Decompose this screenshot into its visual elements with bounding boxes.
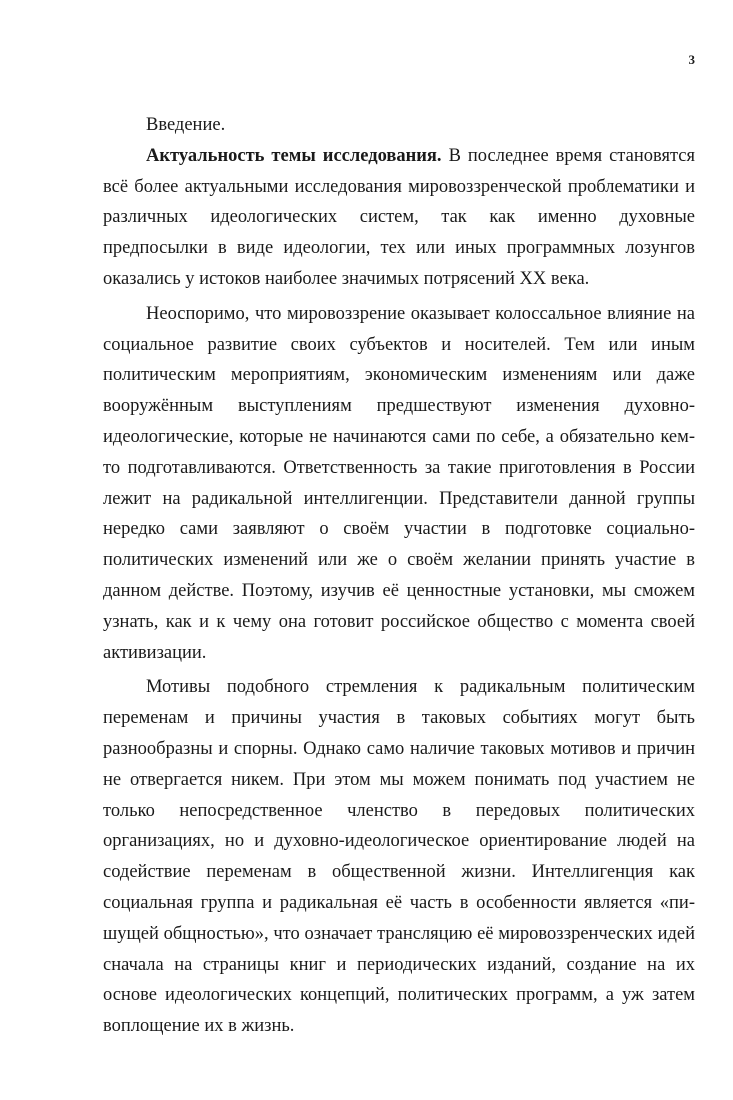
section-heading: Введение.	[146, 115, 226, 135]
document-body	[103, 110, 695, 1042]
paragraph-worldview: Неоспоримо, что мировоззрение оказывает колоссальное влияние на социальное развитие своих субъектов и носителей. Тем или иным политическим мероприятиям, экономическим изменениям или даже вооружённым выступлениям предшествуют изменения духовно-идеологические, которые не начинаются сами по себе, а обязательно кем-то подготавливаются. Ответственность за такие приготовления в России лежит на радикальной интеллигенции. Представители данной группы нередко сами заявляют о своём участии в подготовке социально-политических изменений или же о своём желании принять участие в данном действе. Поэтому, изучив её ценностные установки, мы сможем узнать, как и к чему она готовит российское общество с момента своей активизации.	[103, 303, 695, 663]
paragraph-motives: Мотивы подобного стремления к радикальным политическим переменам и причины участия в таковых событиях могут быть разнообразны и спорны. Однако само наличие таковых мотивов и причин не отвергается никем. При этом мы можем понимать под участием не только непосредственное членство в передовых политических организациях, но и духовно-идеологическое ориентирование людей на содействие переменам в общественной жизни. Интеллигенция как социальная группа и радикальная её часть в особенности является «пишущей общностью», что означает трансляцию её мировоззренческих идей сначала на страницы книг и периодических изданий, создание на их основе идеологических концепций, политических программ, а уж затем воплощение их в жизнь.	[103, 677, 695, 1037]
page-number: 3	[688, 52, 695, 67]
paragraph-lead-bold: Актуальность темы исследования.	[146, 145, 442, 166]
paragraph-relevance	[103, 141, 695, 295]
paragraph-text: В последнее время становятся всё более актуальными исследования мировоззренческой проблематики и различных идеологических систем, так как именно духовные предпосылки в виде идеологии, тех или иных программных лозунгов оказались у истоков наиболее значимых потрясений XX века.	[103, 145, 695, 289]
